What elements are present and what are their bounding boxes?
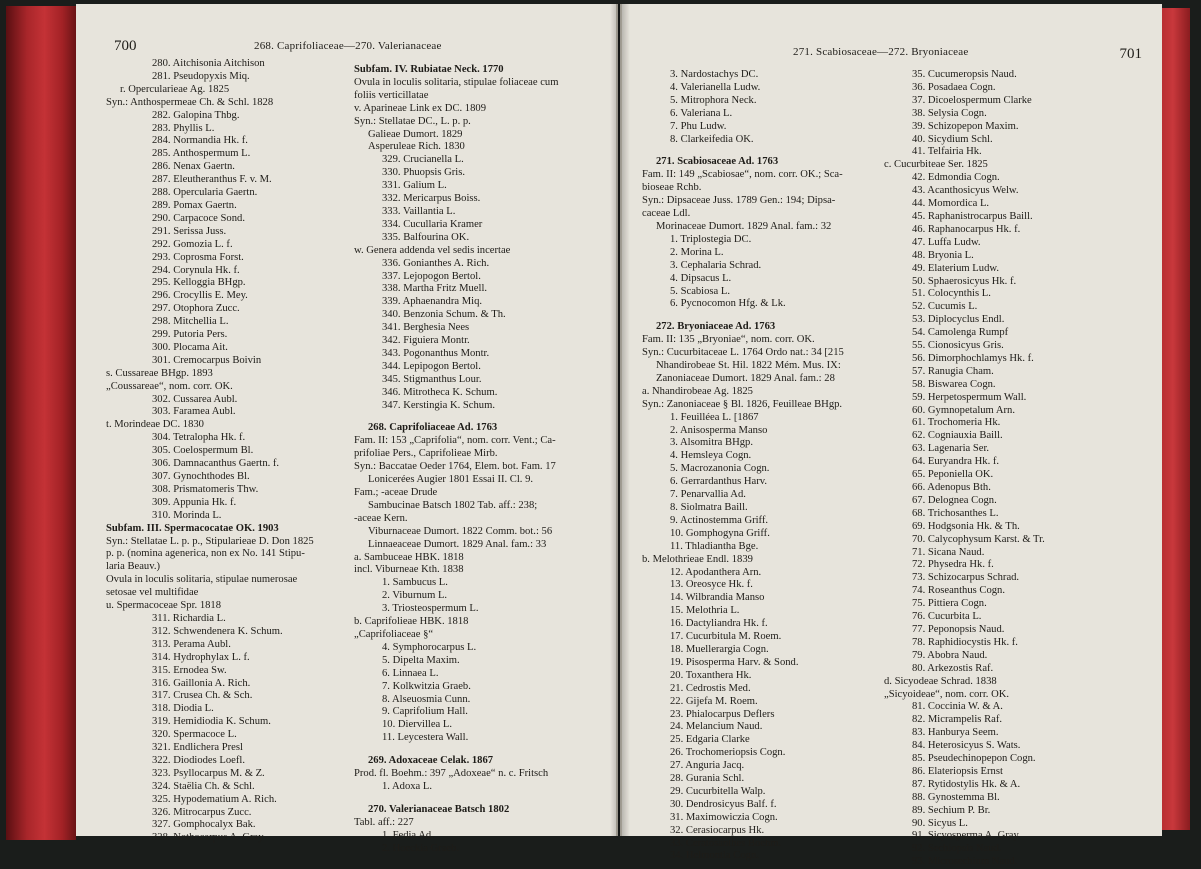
entry-line: 48. Bryonia L. [912,249,974,261]
entry-line: 73. Schizocarpus Schrad. [912,572,1020,584]
entry-line: 303. Faramea Aubl. [152,406,236,418]
entry-line: incl. Viburneae Kth. 1838 [354,564,464,576]
entry-line: 323. Psyllocarpus M. & Z. [152,767,265,779]
section-heading: 270. Valerianaceae Batsch 1802 [368,803,510,815]
entry-line: 313. Perama Aubl. [152,638,231,650]
entry-line: 83. Hanburya Seem. [912,727,999,739]
entry-line: Tabl. aff.: 227 [354,816,414,828]
entry-line: 24. Melancium Naud. [670,721,763,733]
section-heading: 272. Bryoniaceae Ad. 1763 [656,321,776,333]
entry-line: 61. Trochomeria Hk. [912,417,1001,429]
entry-line: 316. Gaillonia A. Rich. [152,677,251,689]
entry-line: 41. Telfairia Hk. [912,146,982,158]
entry-line: 87. Rytidostylis Hk. & A. [912,778,1021,790]
entry-line: „Caprifoliaceae §“ [354,628,434,640]
entry-line: 347. Kerstingia K. Schum. [382,399,495,411]
entry-line: 80. Arkezostis Raf. [912,662,994,674]
entry-line: Fam. II: 135 „Bryoniae“, nom. corr. OK. [642,334,815,346]
entry-line: 29. Cucurbitella Walp. [670,785,766,797]
entry-line: 42. Edmondia Cogn. [912,172,1000,184]
entry-line: 318. Diodia L. [152,703,214,715]
entry-line: 346. Mitrotheca K. Schum. [382,386,498,398]
entry-line: 33. Ceratosanthes Boehm. [670,837,782,849]
entry-line: 291. Serissa Juss. [152,225,227,237]
entry-line: 310. Morinda L. [152,509,222,521]
entry-line: 7. Phu Ludw. [670,120,727,132]
entry-line: 35. Cucumeropsis Naud. [912,69,1017,80]
entry-line: 51. Colocynthis L. [912,288,991,300]
entry-line: w. Genera addenda vel sedis incertae [354,244,511,256]
entry-line: 26. Trochomeriopsis Cogn. [670,747,786,759]
entry-line: 4. Dipsacus L. [670,272,732,284]
entry-line: 6. Valeriana L. [670,107,733,119]
entry-line: 281. Pseudopyxis Miq. [152,70,250,82]
right-column-2 [884,69,1132,869]
entry-line: 290. Carpacoce Sond. [152,212,245,224]
entry-line: Loniceréеs Augier 1801 Essai II. Cl. 9. [368,474,534,486]
entry-line: 56. Dimorphochlamys Hk. f. [912,352,1034,364]
page-number-left: 700 [114,38,137,54]
entry-line: 32. Cerasiocarpus Hk. [670,824,765,836]
entry-line: 18. Muellerargia Cogn. [670,643,769,655]
section-heading: 269. Adoxaceae Celak. 1867 [368,755,494,767]
entry-line: 31. Maximowiczia Cogn. [670,811,778,823]
entry-line: foliis verticillatae [354,89,429,101]
entry-line: 5. Macrozanonia Cogn. [670,463,770,475]
entry-line: 11. Leycestera Wall. [382,732,469,744]
entry-line: 338. Martha Fritz Muell. [382,283,488,295]
entry-line: 13. Oreosyce Hk. f. [670,579,753,591]
entry-line: a. Sambuceae HBK. 1818 [354,551,464,563]
entry-line: 280. Aitchisonia Aitchison [152,58,265,69]
entry-line: 333. Vaillantia L. [382,205,456,217]
entry-line: 307. Gynochthodes Bl. [152,471,250,482]
entry-line: 81. Coccinia W. & A. [912,701,1003,713]
entry-line: 62. Cogniauxia Baill. [912,430,1003,442]
entry-line: 47. Luffa Ludw. [912,236,981,248]
entry-line: 332. Mericarpus Boiss. [382,193,481,205]
entry-line: 4. Valerianella Ludw. [670,81,761,93]
entry-line: 43. Acanthosicyus Welw. [912,185,1019,197]
entry-line: 2. Hoeckia Graeb. [382,842,460,854]
entry-line: 36. Posadaea Cogn. [912,81,996,93]
entry-line: 86. Elateriopsis Ernst [912,765,1003,777]
entry-line: Ovula in loculis solitaria, stipulae foliaceae cum [354,76,559,88]
entry-line: 6. Linnaea L. [382,667,439,679]
entry-line: 64. Euryandra Hk. f. [912,456,1000,468]
entry-line: 320. Spermacoce L. [152,729,237,741]
entry-line: 77. Peponopsis Naud. [912,623,1005,635]
entry-line: 305. Coelospermum Bl. [152,445,254,457]
entry-line: 330. Phuopsis Gris. [382,167,465,179]
entry-line: 91. Sicyosperma A. Gray [912,830,1019,842]
entry-line: 335. Balfourina OK. [382,231,470,243]
entry-line: 72. Physedra Hk. f. [912,559,994,571]
entry-line: 319. Hemidiodia K. Schum. [152,716,271,728]
entry-line: Syn.: Anthospermeae Ch. & Schl. 1828 [106,96,274,108]
entry-line: 304. Tetralopha Hk. f. [152,432,246,444]
left-column-1 [106,58,346,845]
spacer [642,311,886,321]
entry-line: 37. Dicoelospermum Clarke [912,94,1032,106]
entry-line: 50. Sphaerosicyus Hk. f. [912,275,1017,287]
entry-line: 58. Biswarea Cogn. [912,378,996,390]
entry-line: 60. Gymnopetalum Arn. [912,404,1015,416]
entry-line: 70. Calycophysum Karst. & Tr. [912,533,1045,545]
entry-line: 312. Schwendenera K. Schum. [152,625,283,637]
entry-line: Syn.: Baccatae Oeder 1764, Elem. bot. Fam. 17 [354,461,556,473]
entry-line: 295. Kelloggia BHgp. [152,277,246,289]
entry-line: 2. Viburnum L. [382,590,448,602]
entry-line: 40. Sicydium Schl. [912,133,993,145]
entry-line: 63. Lagenaria Ser. [912,443,990,455]
entry-line: 8. Alseuosmia Cunn. [382,693,471,705]
entry-line: 308. Prismatomeris Thw. [152,483,259,495]
entry-line: 315. Ernodea Sw. [152,664,227,676]
entry-line: 88. Gynostemma Bl. [912,791,1000,803]
entry-line: 9. Actinostemma Griff. [670,514,769,526]
entry-line: s. Cussareae BHgp. 1893 [106,367,213,379]
entry-line: 341. Berghesia Nees [382,322,470,334]
entry-line: a. Nhandirobeae Ag. 1825 [642,385,753,397]
entry-line: 3. Nardostachys DC. [670,69,759,80]
section-heading: 268. Caprifoliaceae Ad. 1763 [368,422,498,434]
entry-line: 314. Hydrophylax L. f. [152,651,250,663]
entry-line: 34. Helmontia Cogn. [670,850,759,862]
entry-line: c. Cucurbiteae Ser. 1825 [884,159,988,171]
entry-line: 5. Mitrophora Neck. [670,94,757,106]
entry-line: 324. Staëlia Ch. & Schl. [152,780,255,792]
entry-line: 67. Delognea Cogn. [912,494,997,506]
entry-line: 19. Pisosperma Harv. & Sond. [670,656,799,668]
entry-line: Syn.: Cucurbitaceae L. 1764 Ordo nat.: 34 [215 [642,347,844,359]
entry-line: 7. Kolkwitzia Graeb. [382,680,471,692]
entry-line: 340. Benzonia Schum. & Th. [382,309,506,321]
entry-line: 297. Otophora Zucc. [152,303,240,315]
entry-line: 74. Roseanthus Cogn. [912,585,1005,597]
entry-line: d. Sicyodeae Schrad. 1838 [884,675,997,687]
entry-line: Syn.: Zanoniaceae § Bl. 1826, Feuilleae BHgp. [642,398,843,410]
entry-line: t. Morindeae DC. 1830 [106,419,204,431]
entry-line: -aceae Kern. [354,512,408,524]
entry-line: 78. Raphidiocystis Hk. f. [912,636,1018,648]
entry-line: 57. Ranugia Cham. [912,365,994,377]
entry-line: 68. Trichosanthes L. [912,507,999,519]
section-heading: 271. Scabiosaceae Ad. 1763 [656,156,779,168]
entry-line: bioseae Rchb. [642,182,702,194]
section-heading: Subfam. IV. Rubiatae Neck. 1770 [354,64,504,75]
entry-line: 293. Coprosma Forst. [152,251,244,263]
spacer [642,146,886,156]
entry-line: 284. Normandia Hk. f. [152,135,248,147]
entry-line: 4. Hemsleya Cogn. [670,450,752,462]
entry-line: 298. Mitchellia L. [152,316,229,328]
entry-line: „Coussareae“, nom. corr. OK. [106,380,233,392]
entry-line: 82. Micrampelis Raf. [912,714,1003,726]
entry-line: 3. Cephalaria Schrad. [670,259,762,271]
entry-line: 76. Cucurbita L. [912,611,982,623]
entry-line: 286. Nenax Gaertn. [152,161,235,173]
entry-line: 325. Hypodematium A. Rich. [152,793,277,805]
entry-line: 1. Triplostegia DC. [670,233,752,245]
entry-line: 22. Gijefa M. Roem. [670,695,758,707]
entry-line: 3. Alsomitra BHgp. [670,437,753,449]
entry-line: laria Beauv.) [106,561,161,573]
entry-line: 317. Crusea Ch. & Sch. [152,690,253,702]
entry-line: 17. Cucurbitula M. Roem. [670,631,782,643]
entry-line: 331. Galium L. [382,180,447,192]
entry-line: 9. Caprifolium Hall. [382,706,468,718]
entry-line: 343. Pogonanthus Montr. [382,347,490,359]
entry-line: 344. Lepipogon Bertol. [382,360,481,372]
entry-line: Fam. II: 153 „Caprifolia“, nom. corr. Vent.; Ca- [354,435,556,447]
entry-line: 322. Diodiodes Loefl. [152,754,245,766]
entry-line: 39. Schizopepon Maxim. [912,120,1019,132]
entry-line: 52. Cucumis L. [912,301,978,313]
entry-line: 25. Edgaria Clarke [670,734,750,746]
entry-line: 302. Cussarea Aubl. [152,393,238,405]
entry-line: 283. Phyllis L. [152,122,215,134]
entry-line: 301. Cremocarpus Boivin [152,354,262,366]
entry-line: 300. Plocama Ait. [152,341,228,353]
entry-line: 1. Adoxa L. [382,780,433,792]
entry-line: 49. Elaterium Ludw. [912,262,999,274]
entry-line: 287. Eleutheranthus F. v. M. [152,174,272,186]
entry-line: Asperuleae Rich. 1830 [368,141,465,153]
page-number-right: 701 [1119,46,1142,62]
entry-line: 1. Fedia Ad. [382,829,434,841]
entry-line: 15. Melothria L. [670,605,740,617]
entry-line: 299. Putoria Pers. [152,329,228,341]
entry-line: 3. Triosteospermum L. [382,603,479,615]
entry-line: 46. Raphanocarpus Hk. f. [912,223,1021,235]
entry-line: 92. Sechiopsis Naud. [912,843,1002,855]
entry-line: 1. Feuilléea L. [1867 [670,411,759,423]
right-page [620,4,1162,868]
entry-line: 71. Sicana Naud. [912,546,985,558]
entry-line: 66. Adenopus Bth. [912,482,991,493]
entry-line: Sambucinae Batsch 1802 Tab. aff.: 238; [368,499,538,511]
entry-line: 79. Abobra Naud. [912,649,988,661]
spacer [354,412,590,422]
entry-line: v. Aparineae Link ex DC. 1809 [354,102,486,114]
entry-line: 8. Clarkeifedia OK. [670,133,754,145]
section-heading: Subfam. III. Spermacocatae OK. 1903 [106,522,279,534]
entry-line: Morinaceae Dumort. 1829 Anal. fam.: 32 [656,220,832,232]
entry-line: 294. Corynula Hk. f. [152,264,240,276]
entry-line: 2. Morina L. [670,246,724,258]
entry-line: 44. Momordica L. [912,198,990,210]
entry-line: 285. Anthospermum L. [152,148,251,160]
entry-line: r. Operculariеae Ag. 1825 [120,83,230,95]
entry-line: „Sicyoideae“, nom. corr. OK. [884,688,1010,700]
entry-line: 55. Cionosicyus Gris. [912,340,1004,352]
book-edge-left [6,6,76,840]
left-column-2 [354,64,590,855]
entry-line: 23. Phialocarpus Deflers [670,708,775,720]
spacer [354,745,590,755]
spacer [354,794,590,804]
entry-line: 54. Camolenga Rumpf [912,327,1009,339]
entry-line: b. Melothrieae Endl. 1839 [642,553,753,565]
entry-line: 306. Damnacanthus Gaertn. f. [152,458,280,470]
entry-line: 65. Peponiella OK. [912,469,994,481]
entry-line: 6. Gerrardanthus Harv. [670,476,767,488]
entry-line: 21. Cedrostis Med. [670,682,751,694]
book-gutter [610,4,630,836]
entry-line: 292. Gomozia L. f. [152,238,233,250]
entry-line: Prod. fl. Boehm.: 397 „Adoxeae“ n. c. Fritsch [354,768,549,780]
entry-line: 27. Anguria Jacq. [670,760,745,772]
entry-line: 5. Scabiosa L. [670,285,731,297]
entry-line: 1. Sambucus L. [382,577,448,589]
entry-line: 28. Gurania Schl. [670,773,745,785]
entry-line: 289. Pomax Gaertn. [152,199,237,211]
entry-line: 326. Mitrocarpus Zucc. [152,806,252,818]
entry-line: 337. Lejopogon Bertol. [382,270,481,282]
entry-line: 53. Diplocyclus Endl. [912,314,1005,326]
entry-line: 89. Sechium P. Br. [912,804,991,816]
entry-line: 6. Pycnocomon Hfg. & Lk. [670,298,786,310]
entry-line: 311. Richardia L. [152,612,226,624]
entry-line: u. Spermacoceae Spr. 1818 [106,600,222,612]
entry-line: 339. Aphaenandra Miq. [382,296,483,308]
entry-line: Syn.: Stellatae L. p. p., Stipularieae D. Don 1825 [106,535,314,547]
entry-line: 329. Crucianella L. [382,154,464,166]
entry-line: prifoliae Pers., Caprifolieae Mirb. [354,448,498,460]
entry-line: 282. Galopina Thbg. [152,109,240,121]
entry-line: Fam. II: 149 „Scabiosae“, nom. corr. OK.; Sca- [642,169,843,181]
entry-line: 69. Hodgsonia Hk. & Th. [912,520,1020,532]
entry-line: 11. Thladiantha Bge. [670,540,759,552]
entry-line: Linnaeaceae Dumort. 1829 Anal. fam.: 33 [368,538,547,550]
entry-line: 334. Cucullaria Kramer [382,218,483,230]
running-head-right: 271. Scabiosaceae—272. Bryoniaceae [793,46,969,58]
entry-line: Ovula in loculis solitaria, stipulae numerosae [106,574,298,586]
entry-line: 90. Sicyus L. [912,817,968,829]
entry-line: 10. Gomphogyna Griff. [670,527,770,539]
entry-line: Syn.: Dipsaceae Juss. 1789 Gen.: 194; Dipsa- [642,195,836,207]
entry-line: Nhandirobeae St. Hil. 1822 Mém. Mus. IX: [656,360,841,372]
left-page [76,4,618,854]
entry-line: 30. Dendrosicyus Balf. f. [670,798,777,810]
entry-line: 2. Anisosperma Manso [670,424,768,436]
entry-line: p. p. (nomina agenerica, non ex No. 141 Stipu- [106,548,305,560]
entry-line: caceae Ldl. [642,208,691,220]
entry-line: 85. Pseudechinopepon Cogn. [912,753,1036,765]
entry-line: 12. Apodanthera Arn. [670,566,762,578]
entry-line: 75. Pittiera Cogn. [912,598,987,610]
running-head-left: 268. Caprifoliaceae—270. Valerianaceae [254,40,442,52]
entry-line: 4. Symphorocarpus L. [382,641,477,653]
entry-line: setosae vel multifidae [106,587,199,599]
entry-line: 20. Toxanthera Hk. [670,669,752,681]
entry-line: 296. Crocyllis E. Mey. [152,290,248,302]
entry-line: 8. Siolmatra Baill. [670,502,748,513]
entry-line: 288. Opercularia Gaertn. [152,187,258,199]
entry-line: 328. Nothocarpus A. Gray [152,832,264,844]
entry-line: 84. Heterosicyus S. Wats. [912,740,1021,752]
entry-line: 10. Diervillea L. [382,719,453,731]
entry-line: 321. Endlichera Presl [152,742,243,754]
right-column-1 [642,69,886,863]
entry-line: 5. Dipelta Maxim. [382,654,460,666]
entry-line: Viburnaceae Dumort. 1822 Comm. bot.: 56 [368,525,553,537]
entry-line: Zanoniaceae Dumort. 1829 Anal. fam.: 28 [656,372,835,384]
entry-line: Fam.; -aceae Drude [354,487,438,498]
entry-line: 59. Herpetospermum Wall. [912,391,1027,403]
entry-line: 93. Microsechium Naud. [912,856,1018,868]
entry-line: 309. Appunia Hk. f. [152,496,237,508]
entry-line: 14. Wilbrandia Manso [670,592,765,604]
entry-line: Syn.: Stellatae DC., L. p. p. [354,115,471,127]
entry-line: 327. Gomphocalyx Bak. [152,819,256,831]
entry-line: 38. Selysia Cogn. [912,107,987,119]
entry-line: 16. Dactyliandra Hk. f. [670,618,768,630]
entry-line: 45. Raphanistrocarpus Baill. [912,210,1033,222]
entry-line: b. Caprifolieae HBK. 1818 [354,616,469,628]
entry-line: Galieae Dumort. 1829 [368,128,463,140]
entry-line: 345. Stigmanthus Lour. [382,373,482,385]
entry-line: 7. Penarvallia Ad. [670,489,746,501]
entry-line: 336. Gonianthes A. Rich. [382,257,490,269]
entry-line: 342. Figuiera Montr. [382,335,470,347]
